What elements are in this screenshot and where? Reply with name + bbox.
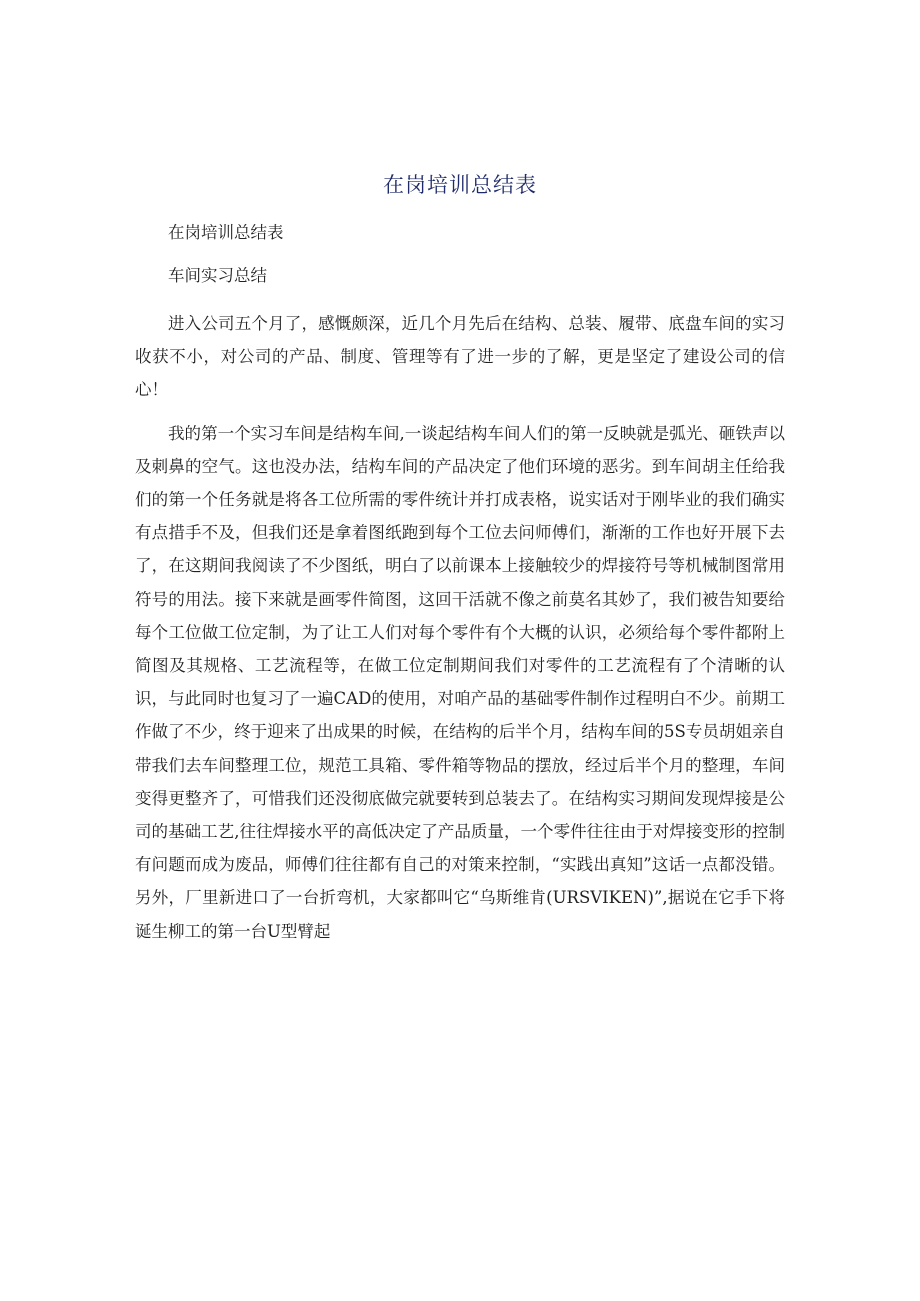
section-heading: 车间实习总结	[168, 266, 267, 285]
paragraph-intro: 进入公司五个月了，感慨颇深，近几个月先后在结构、总装、履带、底盘车间的实习收获不小，对公司的产品、制度、管理等有了进一步的了解，更是坚定了建设公司的信心！	[135, 314, 785, 400]
document-body	[135, 211, 785, 948]
paragraph-structure-workshop: 我的第一个实习车间是结构车间,一谈起结构车间人们的第一反映就是弧光、砸铁声以及刺鼻的空气。这也没办法，结构车间的产品决定了他们环境的恶劣。到车间胡主任给我们的第一个任务就是将各工位所需的零件统计并打成表格，说实话对于刚毕业的我们确实有点措手不及，但我们还是拿着图纸跑到每个工位去问师傅们，渐渐的工作也好开展下去了，在这期间我阅读了不少图纸，明白了以前课本上接触较少的焊接符号等机械制图常用符号的用法。接下来就是画零件简图，这回干活就不像之前莫名其妙了，我们被告知要给每个工位做工位定制，为了让工人们对每个零件有个大概的认识，必须给每个零件都附上简图及其规格、工艺流程等，在做工位定制期间我们对零件的工艺流程有了个清晰的认识，与此同时也复习了一遍CAD的使用，对咱产品的基础零件制作过程明白不少。前期工作做了不少，终于迎来了出成果的时候，在结构的后半个月，结构车间的5S专员胡姐亲自带我们去车间整理工位，规范工具箱、零件箱等物品的摆放，经过后半个月的整理，车间变得更整齐了，可惜我们还没彻底做完就要转到总装去了。在结构实习期间发现焊接是公司的基础工艺,往往焊接水平的高低决定了产品质量，一个零件往往由于对焊接变形的控制有问题而成为废品，师傅们往往都有自己的对策来控制，“实践出真知”这话一点都没错。另外，厂里新进口了一台折弯机，大家都叫它“乌斯维肯(URSVIKEN)”,据说在它手下将诞生柳工的第一台U型臂起	[135, 423, 785, 941]
subtitle-line: 在岗培训总结表	[168, 223, 284, 242]
document-title: 在岗培训总结表	[383, 173, 537, 197]
